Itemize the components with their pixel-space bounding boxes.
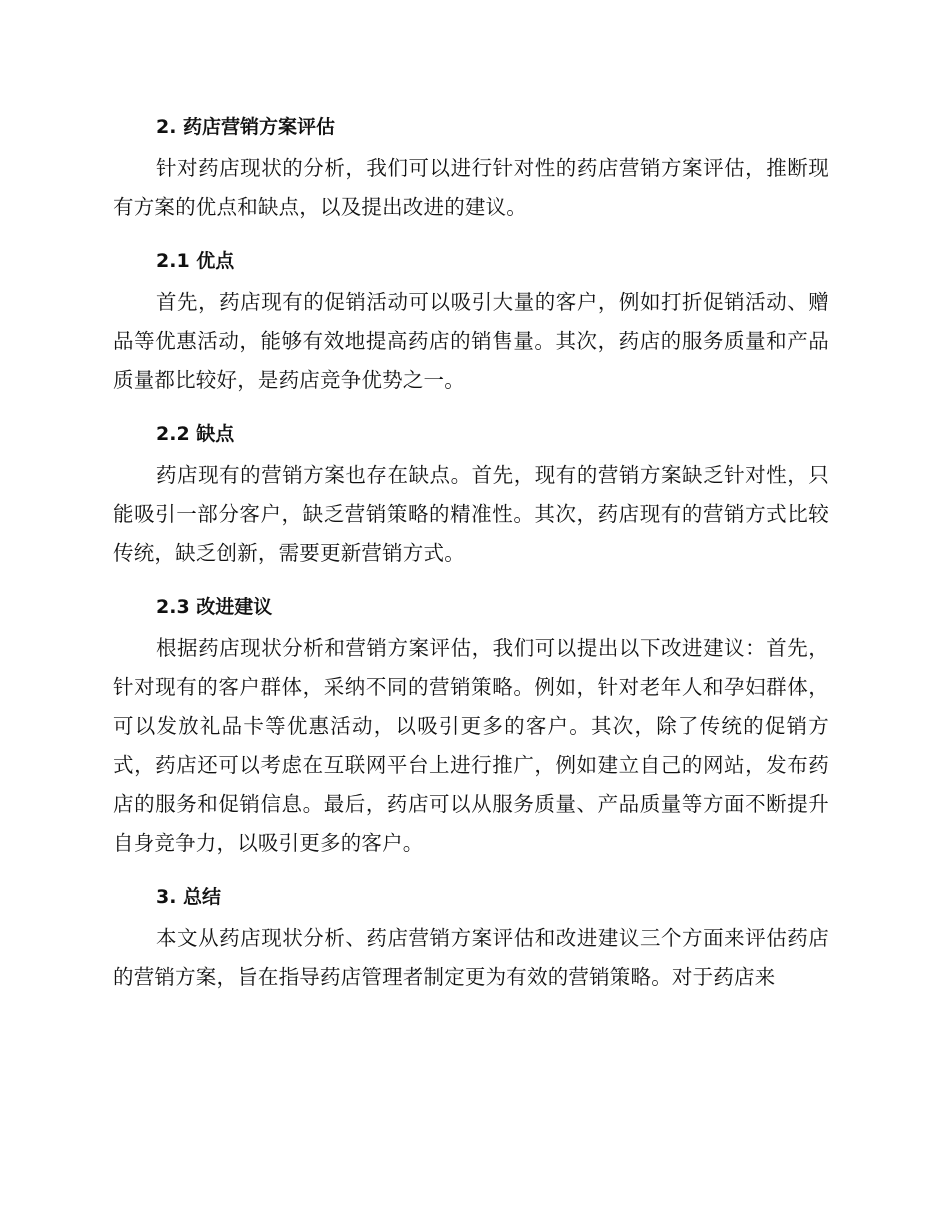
section-paragraph: 本文从药店现状分析、药店营销方案评估和改进建议三个方面来评估药店的营销方案，旨在指导药店管理者制定更为有效的营销策略。对于药店来	[113, 926, 829, 989]
section-improvements	[113, 589, 829, 863]
document-body	[113, 109, 829, 1013]
section-paragraph: 首先，药店现有的促销活动可以吸引大量的客户，例如打折促销活动、赠品等优惠活动，能够有效地提高药店的销售量。其次，药店的服务质量和产品质量都比较好，是药店竞争优势之一。	[113, 290, 829, 392]
section-paragraph: 根据药店现状分析和营销方案评估，我们可以提出以下改进建议：首先，针对现有的客户群体，采纳不同的营销策略。例如，针对老年人和孕妇群体，可以发放礼品卡等优惠活动，以吸引更多的客户。其次，除了传统的促销方式，药店还可以考虑在互联网平台上进行推广，例如建立自己的网站，发布药店的服务和促销信息。最后，药店可以从服务质量、产品质量等方面不断提升自身竞争力，以吸引更多的客户。	[113, 636, 829, 855]
section-advantages	[113, 243, 829, 400]
section-summary	[113, 879, 829, 997]
section-heading: 2.3 改进建议	[156, 596, 273, 618]
section-marketing-evaluation	[113, 109, 829, 227]
section-heading: 2.2 缺点	[156, 423, 235, 445]
section-heading: 2.1 优点	[156, 250, 235, 272]
section-paragraph: 针对药店现状的分析，我们可以进行针对性的药店营销方案评估，推断现有方案的优点和缺点，以及提出改进的建议。	[113, 156, 829, 219]
section-paragraph: 药店现有的营销方案也存在缺点。首先，现有的营销方案缺乏针对性，只能吸引一部分客户，缺乏营销策略的精准性。其次，药店现有的营销方式比较传统，缺乏创新，需要更新营销方式。	[113, 463, 829, 565]
section-heading: 3. 总结	[156, 886, 222, 908]
section-heading: 2. 药店营销方案评估	[156, 116, 336, 138]
section-disadvantages	[113, 416, 829, 573]
